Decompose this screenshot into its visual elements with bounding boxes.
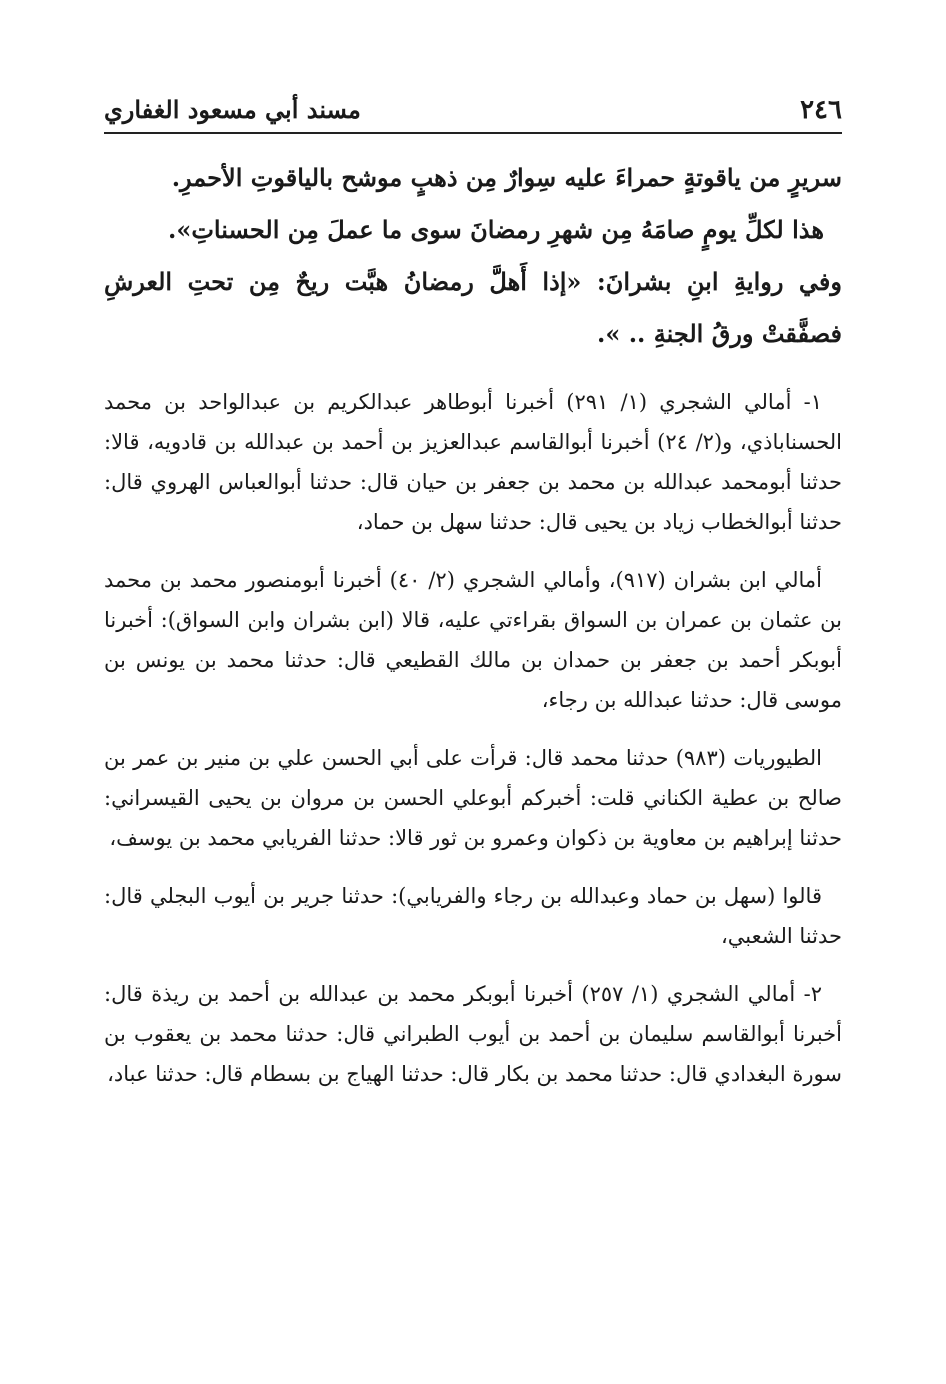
hadith-text [104, 152, 842, 360]
footnote-paragraph: الطيوريات (٩٨٣) حدثنا محمد قال: قرأت على أبي الحسن علي بن منير بن عمر بن صالح بن عطية الكناني قلت: أخبركم أبوعلي الحسن بن مروان بن يحيى القيسراني: حدثنا إبراهيم بن معاوية بن ذكوان وعمرو بن ثور قالا: حدثنا الفريابي محمد بن يوسف، [104, 746, 842, 850]
header-rule [104, 132, 842, 134]
page-content [104, 152, 842, 1112]
running-title: مسند أبي مسعود الغفاري [104, 95, 361, 124]
footnote-paragraph: ٢- أمالي الشجري (١/ ٢٥٧) أخبرنا أبوبكر محمد بن عبدالله بن أحمد بن ريذة قال: أخبرنا أبوالقاسم سليمان بن أحمد بن أيوب الطبراني قال: حدثنا محمد بن يعقوب بن سورة البغدادي قال: حدثنا محمد بن بكار قال: حدثنا الهياج بن بسطام قال: حدثنا عباد، [104, 982, 842, 1086]
section-separator [104, 360, 842, 382]
footnotes [104, 382, 842, 1094]
hadith-line: سريرٍ من ياقوتةٍ حمراءَ عليه سِوارٌ مِن ذهبٍ موشح بالياقوتِ الأحمرِ. [171, 163, 842, 192]
footnote-paragraph: ١- أمالي الشجري (١/ ٢٩١) أخبرنا أبوطاهر عبدالكريم بن عبدالواحد بن محمد الحسناباذي، و(٢/ ٢٤) أخبرنا أبوالقاسم عبدالعزيز بن أحمد بن عبدالله بن قادويه، قالا: حدثنا أبومحمد عبدالله بن محمد بن جعفر بن حيان قال: حدثنا أبوالعباس الهروي قال: حدثنا أبوالخطاب زياد بن يحيى قال: حدثنا سهل بن حماد، [104, 390, 842, 534]
page-number: ٢٤٦ [800, 95, 842, 125]
hadith-line: وفي روايةِ ابنِ بشرانَ: «إذا أَهلَّ رمضانُ هبَّت ريحٌ مِن تحتِ العرشِ فصفَّقتْ ورقُ الجنةِ .. ». [104, 267, 842, 348]
hadith-line: هذا لكلِّ يومٍ صامَهُ مِن شهرِ رمضانَ سوى ما عملَ مِن الحسناتِ». [167, 215, 824, 244]
footnote-paragraph: أمالي ابن بشران (٩١٧)، وأمالي الشجري (٢/ ٤٠) أخبرنا أبومنصور محمد بن محمد بن عثمان بن عمران بن السواق بقراءتي عليه، قالا (ابن بشران وابن السواق): أخبرنا أبوبكر أحمد بن جعفر بن حمدان بن مالك القطيعي قال: حدثنا محمد بن يونس بن موسى قال: حدثنا عبدالله بن رجاء، [104, 568, 842, 712]
page-header [104, 92, 842, 134]
footnote-paragraph: قالوا (سهل بن حماد وعبدالله بن رجاء والفريابي): حدثنا جرير بن أيوب البجلي قال: حدثنا الشعبي، [104, 884, 842, 948]
